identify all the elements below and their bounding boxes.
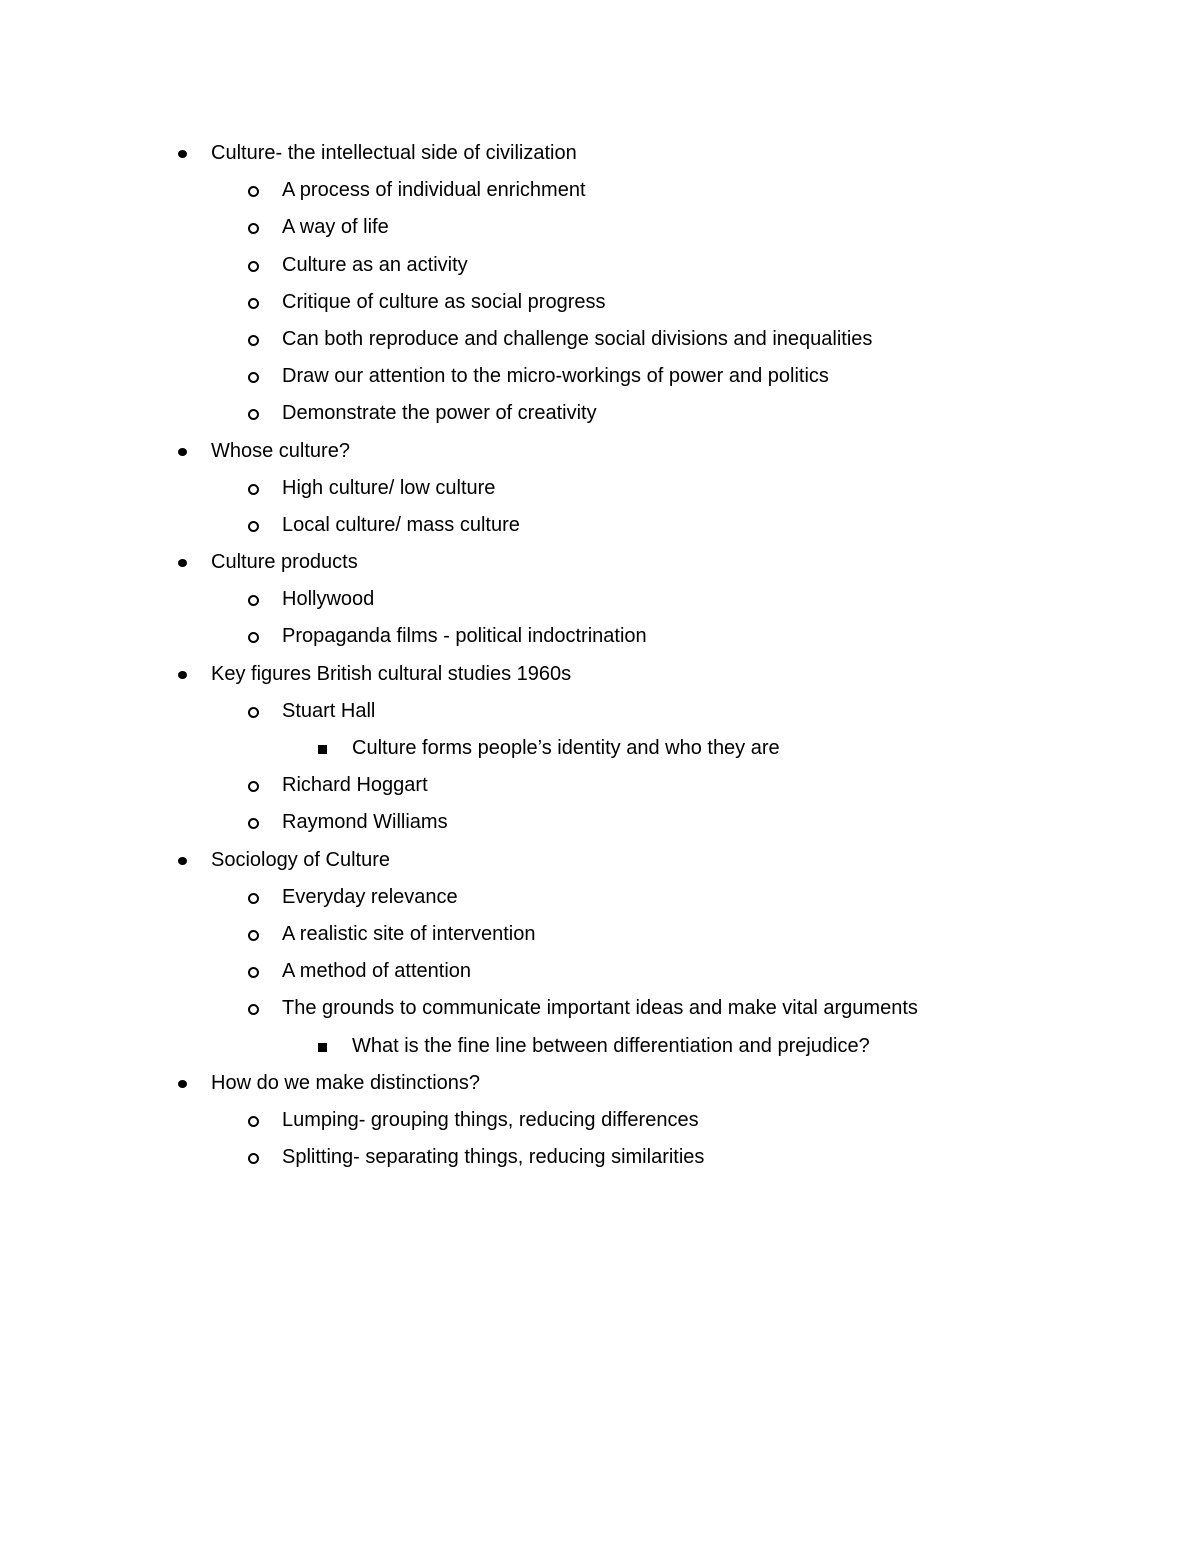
circle-bullet-icon [248, 595, 259, 606]
outline-item-text: Critique of culture as social progress [282, 290, 606, 313]
circle-bullet-icon [248, 521, 259, 532]
bulleted-outline [0, 135, 1200, 1176]
circle-bullet-icon [248, 372, 259, 383]
circle-bullet-icon [248, 707, 259, 718]
circle-bullet-icon [248, 1116, 259, 1127]
disc-bullet-icon [178, 1080, 187, 1088]
outline-item-level-3 [0, 730, 1200, 767]
outline-item-level-2 [0, 581, 1200, 618]
circle-bullet-icon [248, 484, 259, 495]
outline-item-level-2 [0, 470, 1200, 507]
outline-item-text: Culture- the intellectual side of civilization [211, 142, 577, 164]
outline-item-level-2 [0, 693, 1200, 730]
circle-bullet-icon [248, 409, 259, 420]
circle-bullet-icon [248, 223, 259, 234]
square-bullet-icon [318, 1043, 327, 1052]
circle-bullet-icon [248, 930, 259, 941]
outline-item-level-2 [0, 1139, 1200, 1176]
circle-bullet-icon [248, 335, 259, 346]
outline-item-text: Culture products [211, 551, 358, 574]
outline-item-text: Culture as an activity [282, 253, 468, 276]
outline-item-text: A method of attention [282, 960, 472, 983]
outline-item-text: A realistic site of intervention [282, 922, 536, 945]
outline-item-text: How do we make distinctions? [211, 1071, 481, 1094]
outline-item-level-1 [0, 135, 1200, 172]
circle-bullet-icon [248, 893, 259, 904]
outline-item-text: Local culture/ mass culture [282, 513, 520, 536]
outline-item-text: Splitting- separating things, reducing similarities [282, 1146, 705, 1169]
outline-item-text: Sociology of Culture [211, 848, 390, 871]
outline-item-level-1 [0, 1065, 1200, 1102]
outline-item-text: The grounds to communicate important ideas and make vital arguments [282, 997, 918, 1020]
circle-bullet-icon [248, 261, 259, 272]
square-bullet-icon [318, 745, 327, 754]
disc-bullet-icon [178, 150, 187, 158]
outline-item-level-2 [0, 767, 1200, 804]
outline-item-level-2 [0, 953, 1200, 990]
outline-item-text: Key figures British cultural studies 1960s [211, 662, 572, 685]
circle-bullet-icon [248, 632, 259, 643]
disc-bullet-icon [178, 671, 187, 679]
outline-item-level-1 [0, 842, 1200, 879]
outline-item-level-2 [0, 1102, 1200, 1139]
disc-bullet-icon [178, 559, 187, 567]
outline-item-level-3 [0, 1028, 1200, 1065]
outline-item-text: Culture forms people’s identity and who they are [352, 737, 780, 759]
outline-item-text: What is the fine line between differentiation and prejudice? [352, 1034, 870, 1057]
outline-item-level-2 [0, 358, 1200, 395]
circle-bullet-icon [248, 298, 259, 309]
circle-bullet-icon [248, 967, 259, 978]
outline-item-text: Richard Hoggart [282, 774, 428, 797]
outline-item-text: Lumping- grouping things, reducing differences [282, 1108, 699, 1131]
outline-item-level-2 [0, 247, 1200, 284]
outline-item-level-2 [0, 321, 1200, 358]
outline-item-text: Demonstrate the power of creativity [282, 402, 597, 425]
outline-item-level-2 [0, 209, 1200, 246]
outline-item-level-1 [0, 433, 1200, 470]
outline-item-text: Can both reproduce and challenge social divisions and inequalities [282, 327, 873, 350]
outline-item-level-1 [0, 544, 1200, 581]
outline-item-text: A way of life [282, 216, 389, 239]
outline-item-level-2 [0, 284, 1200, 321]
outline-item-text: Propaganda films - political indoctrination [282, 625, 647, 648]
outline-item-text: Stuart Hall [282, 699, 376, 722]
outline-item-level-2 [0, 172, 1200, 209]
outline-item-text: Hollywood [282, 588, 375, 611]
disc-bullet-icon [178, 857, 187, 865]
circle-bullet-icon [248, 186, 259, 197]
disc-bullet-icon [178, 448, 187, 456]
outline-item-text: Draw our attention to the micro-workings of power and politics [282, 365, 829, 388]
outline-item-level-2 [0, 804, 1200, 841]
circle-bullet-icon [248, 1004, 259, 1015]
outline-item-text: Everyday relevance [282, 885, 458, 908]
outline-item-text: High culture/ low culture [282, 476, 496, 499]
outline-item-text: Whose culture? [211, 439, 350, 462]
circle-bullet-icon [248, 781, 259, 792]
outline-item-level-2 [0, 507, 1200, 544]
circle-bullet-icon [248, 818, 259, 829]
outline-item-level-1 [0, 656, 1200, 693]
outline-item-level-2 [0, 990, 1200, 1027]
outline-item-text: A process of individual enrichment [282, 179, 586, 202]
outline-item-level-2 [0, 618, 1200, 655]
outline-item-level-2 [0, 879, 1200, 916]
circle-bullet-icon [248, 1153, 259, 1164]
outline-item-level-2 [0, 395, 1200, 432]
outline-item-level-2 [0, 916, 1200, 953]
outline-item-text: Raymond Williams [282, 811, 448, 834]
